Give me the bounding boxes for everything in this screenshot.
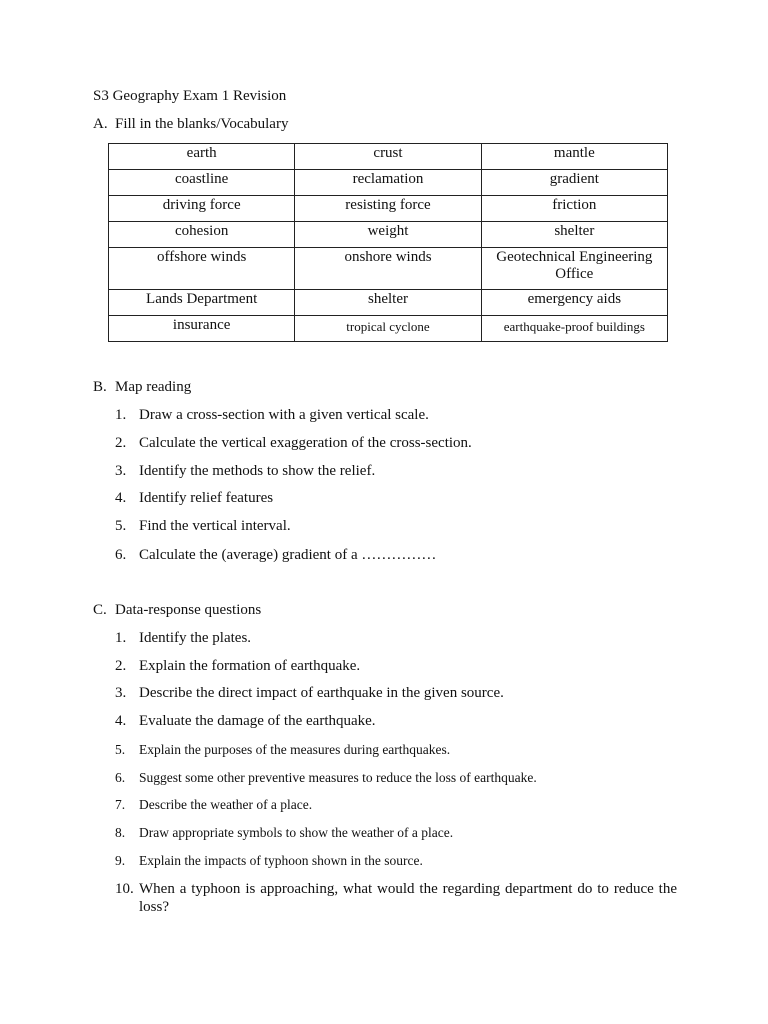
list-item xyxy=(115,462,677,480)
list-item xyxy=(115,489,677,507)
list-item xyxy=(115,657,677,675)
table-cell: insurance xyxy=(109,316,295,342)
item-number: 1. xyxy=(115,630,127,646)
item-text: Calculate the (average) gradient of a …………… xyxy=(139,547,437,563)
item-number: 9. xyxy=(115,853,126,868)
section-b-heading xyxy=(93,378,191,396)
vocabulary-table xyxy=(108,143,668,342)
table-row xyxy=(109,170,668,196)
table-cell: earthquake-proof buildings xyxy=(481,316,667,342)
table-cell: coastline xyxy=(109,170,295,196)
table-cell: gradient xyxy=(481,170,667,196)
list-item xyxy=(115,712,677,730)
list-item xyxy=(115,852,677,870)
table-cell: friction xyxy=(481,196,667,222)
item-number: 4. xyxy=(115,713,127,729)
item-text: Draw a cross-section with a given vertical scale. xyxy=(139,407,429,423)
item-text: Describe the weather of a place. xyxy=(139,797,313,812)
section-c-letter: C. xyxy=(93,602,107,618)
table-cell: earth xyxy=(109,144,295,170)
table-row xyxy=(109,248,668,290)
list-item xyxy=(115,796,677,814)
section-c-title: Data-response questions xyxy=(115,602,262,618)
item-text: Identify relief features xyxy=(139,490,274,506)
section-b-title: Map reading xyxy=(115,379,192,395)
item-number: 5. xyxy=(115,742,126,757)
item-text: Explain the impacts of typhoon shown in the source. xyxy=(139,853,423,868)
item-number: 5. xyxy=(115,518,127,534)
table-cell: onshore winds xyxy=(295,248,481,290)
table-row xyxy=(109,316,668,342)
item-text: Identify the methods to show the relief. xyxy=(139,463,376,479)
item-text: Evaluate the damage of the earthquake. xyxy=(139,713,376,729)
table-row xyxy=(109,290,668,316)
item-text: Describe the direct impact of earthquake in the given source. xyxy=(139,685,504,701)
list-item xyxy=(115,684,677,702)
item-text: Explain the formation of earthquake. xyxy=(139,658,361,674)
table-row xyxy=(109,144,668,170)
list-item xyxy=(115,546,677,564)
item-text: Draw appropriate symbols to show the weather of a place. xyxy=(139,825,454,840)
item-text: When a typhoon is approaching, what would the regarding department do to reduce the loss? xyxy=(139,881,677,915)
item-number: 7. xyxy=(115,797,126,812)
item-number: 3. xyxy=(115,463,127,479)
item-text: Find the vertical interval. xyxy=(139,518,291,534)
item-number: 6. xyxy=(115,770,126,785)
item-number: 4. xyxy=(115,490,127,506)
table-row xyxy=(109,222,668,248)
table-cell: shelter xyxy=(481,222,667,248)
item-number: 10. xyxy=(115,881,134,897)
table-cell: driving force xyxy=(109,196,295,222)
table-cell: cohesion xyxy=(109,222,295,248)
table-cell: resisting force xyxy=(295,196,481,222)
table-cell: crust xyxy=(295,144,481,170)
list-item xyxy=(115,629,677,647)
item-text: Explain the purposes of the measures during earthquakes. xyxy=(139,742,451,757)
section-a-letter: A. xyxy=(93,116,108,132)
item-number: 3. xyxy=(115,685,127,701)
table-cell: emergency aids xyxy=(481,290,667,316)
section-a-title: Fill in the blanks/Vocabulary xyxy=(115,116,289,132)
table-cell: reclamation xyxy=(295,170,481,196)
section-a-heading xyxy=(93,115,288,133)
item-text: Suggest some other preventive measures to reduce the loss of earthquake. xyxy=(139,770,537,785)
item-number: 2. xyxy=(115,435,127,451)
table-cell: tropical cyclone xyxy=(295,316,481,342)
list-item xyxy=(115,880,677,916)
section-c-heading xyxy=(93,601,261,619)
table-cell: weight xyxy=(295,222,481,248)
section-b-letter: B. xyxy=(93,379,107,395)
item-text: Identify the plates. xyxy=(139,630,252,646)
table-cell: Geotechnical Engineering Office xyxy=(481,248,667,290)
list-item xyxy=(115,824,677,842)
list-item xyxy=(115,741,677,759)
item-number: 6. xyxy=(115,547,127,563)
list-item xyxy=(115,434,677,452)
document-title: S3 Geography Exam 1 Revision xyxy=(93,88,287,104)
table-cell: mantle xyxy=(481,144,667,170)
table-cell: Lands Department xyxy=(109,290,295,316)
table-cell: shelter xyxy=(295,290,481,316)
item-number: 1. xyxy=(115,407,127,423)
list-item xyxy=(115,517,677,535)
table-row xyxy=(109,196,668,222)
table-cell: offshore winds xyxy=(109,248,295,290)
list-item xyxy=(115,769,677,787)
item-text: Calculate the vertical exaggeration of the cross-section. xyxy=(139,435,472,451)
item-number: 2. xyxy=(115,658,127,674)
list-item xyxy=(115,406,677,424)
item-number: 8. xyxy=(115,825,126,840)
